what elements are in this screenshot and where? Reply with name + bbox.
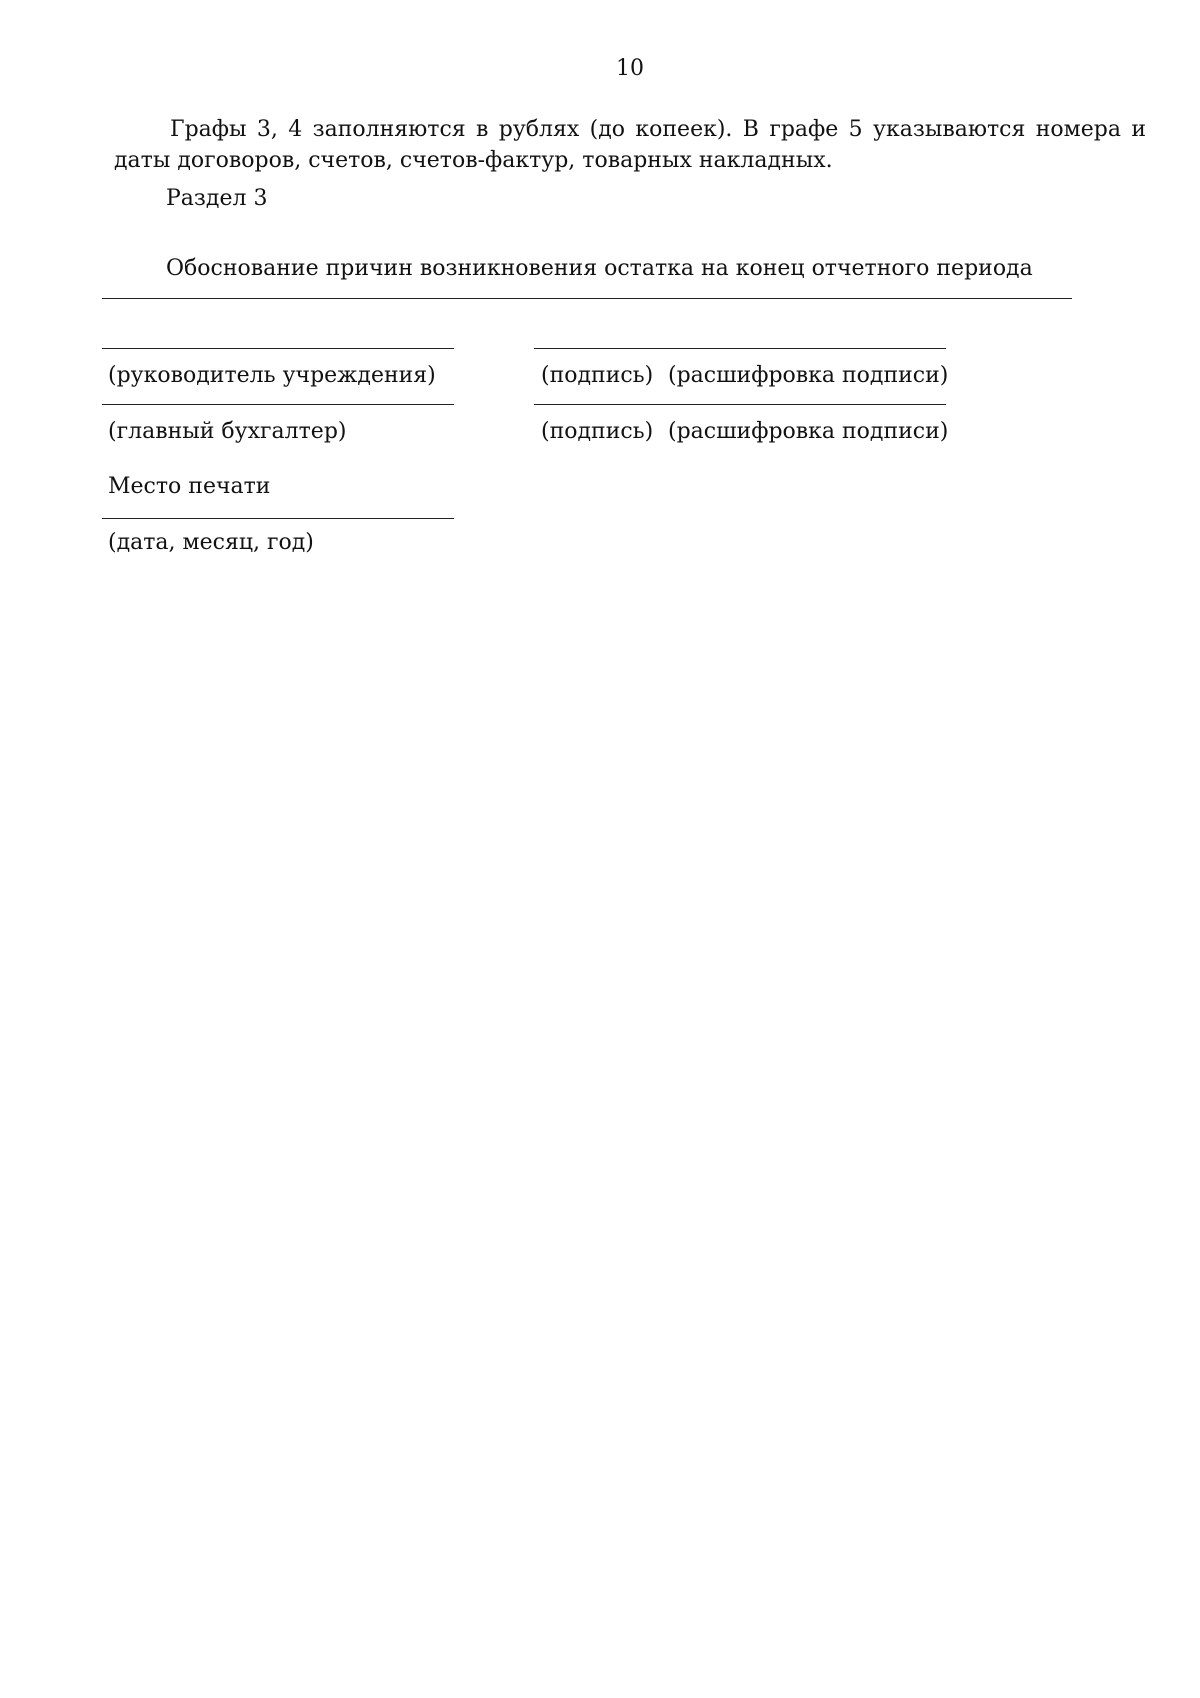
accountant-role-caption: (главный бухгалтер) — [108, 419, 347, 444]
date-caption: (дата, месяц, год) — [108, 530, 314, 555]
justification-line — [102, 298, 1072, 299]
head-sign-decode-line — [534, 348, 946, 349]
accountant-decode-caption: (расшифровка подписи) — [668, 419, 949, 444]
accountant-signature-line — [102, 404, 454, 405]
accountant-sign-decode-line — [534, 404, 946, 405]
head-role-caption: (руководитель учреждения) — [108, 363, 436, 388]
justification-label: Обоснование причин возникновения остатка на конец отчетного периода — [166, 256, 1033, 281]
stamp-place-label: Место печати — [108, 474, 271, 499]
head-decode-caption: (расшифровка подписи) — [668, 363, 949, 388]
page-number: 10 — [616, 56, 644, 81]
accountant-sign-caption: (подпись) — [541, 419, 654, 444]
head-sign-caption: (подпись) — [541, 363, 654, 388]
instructions-paragraph: Графы 3, 4 заполняются в рублях (до копеек). В графе 5 указываются номера и даты договоров, счетов, счетов-фактур, товарных накладных. — [114, 117, 1146, 173]
date-line — [102, 518, 454, 519]
section-label: Раздел 3 — [166, 186, 268, 211]
head-signature-line — [102, 348, 454, 349]
